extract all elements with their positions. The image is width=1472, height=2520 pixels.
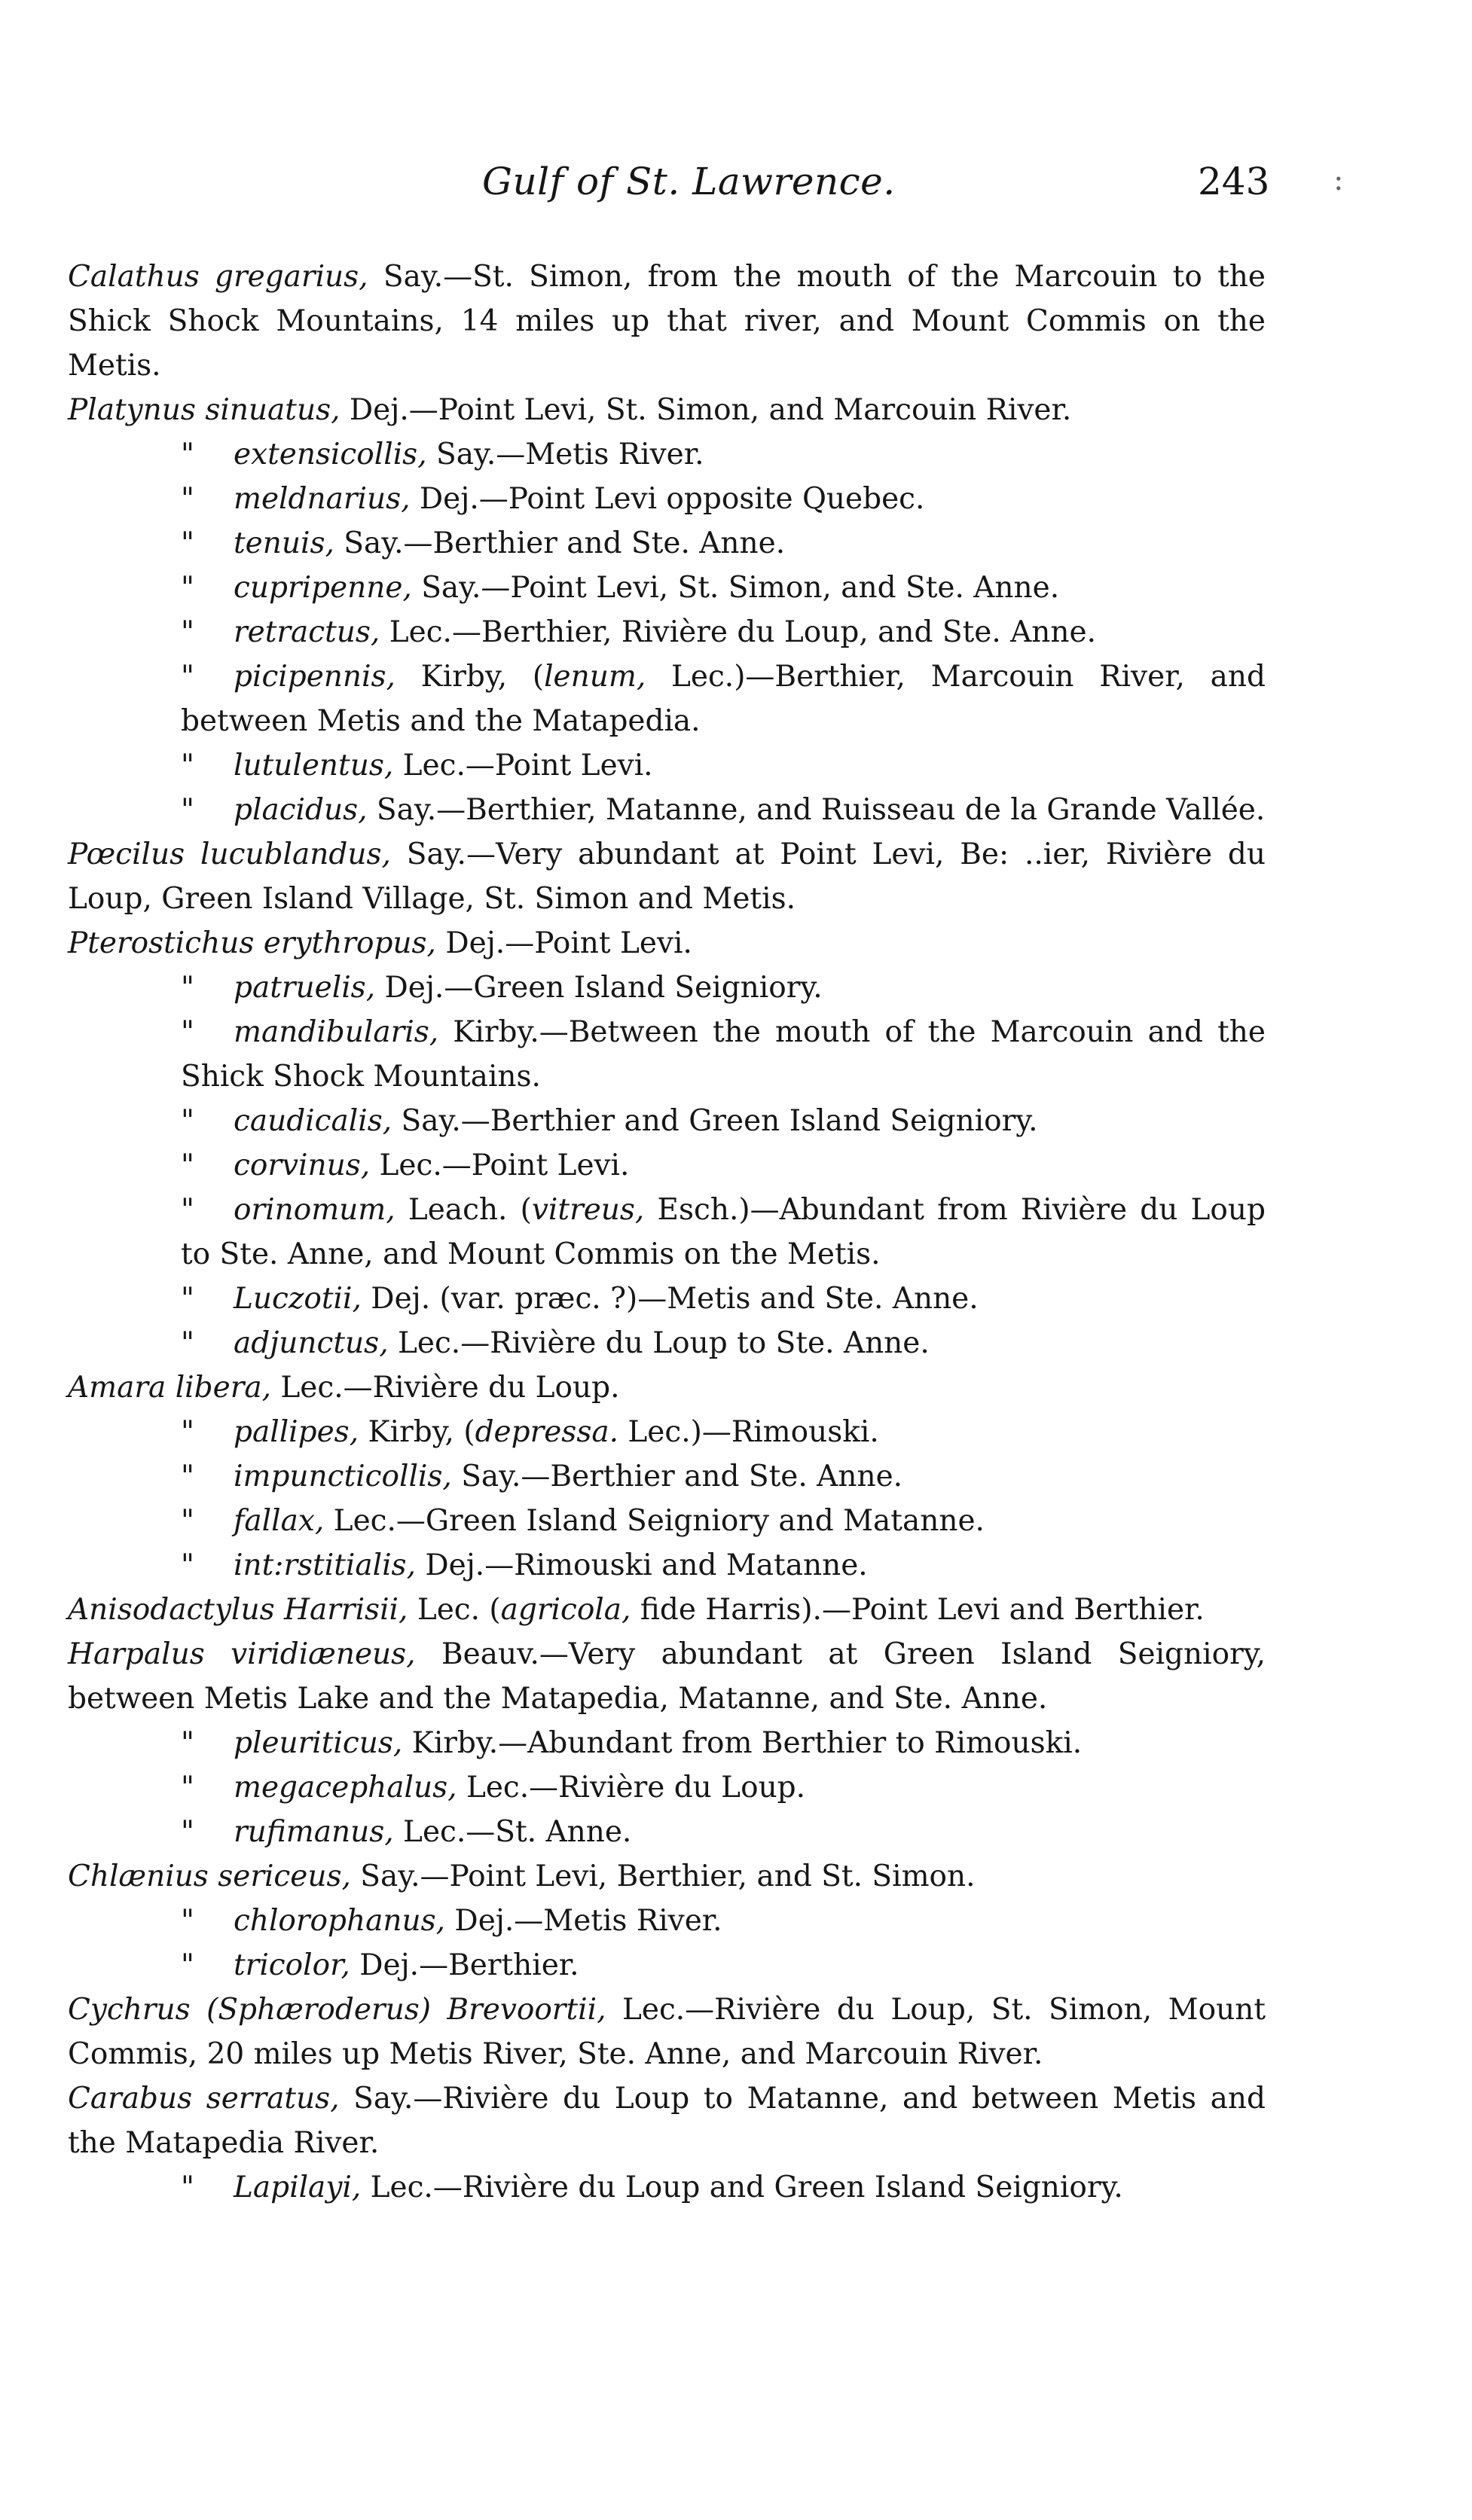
species-name: serratus, xyxy=(206,2082,340,2116)
species-name: sinuatus, xyxy=(205,393,341,427)
entry-text: Say.—Berthier, Matanne, and Ruisseau de la Grande Vallée. xyxy=(367,793,1266,827)
species-name: pleuriticus, xyxy=(234,1726,403,1760)
species-entry xyxy=(0,1454,1266,1499)
entry-text: Say.—Berthier and Ste. Anne. xyxy=(334,526,786,560)
entry-text: Lec.—Rivière du Loup and Green Island Seigniory. xyxy=(361,2171,1123,2204)
ditto-mark: " xyxy=(181,2171,194,2204)
species-entry xyxy=(0,1143,1266,1188)
entry-text: Lec.—Rivière du Loup, St. Simon, Mount Commis, 20 miles up Metis River, Ste. Anne, and Marcouin River. xyxy=(68,1993,1266,2071)
species-entry xyxy=(0,1188,1266,1277)
species-name: gregarius, xyxy=(215,260,368,294)
species-name: lucublandus, xyxy=(200,837,391,871)
page-number: 243 xyxy=(1198,160,1270,203)
species-name: orinomum, xyxy=(234,1193,395,1227)
species-entry xyxy=(0,1099,1266,1143)
entry-text: Lec.—Point Levi. xyxy=(393,749,653,783)
species-name: chlorophanus, xyxy=(234,1904,446,1938)
entry-text: Say.—Berthier and Green Island Seigniory. xyxy=(392,1104,1038,1138)
species-entry xyxy=(0,1810,1266,1854)
species-entry xyxy=(0,1277,1266,1321)
genus-entry xyxy=(0,832,1266,921)
species-entry xyxy=(0,1721,1266,1765)
genus-name: Pœcilus xyxy=(68,837,185,871)
entry-text-continued: fide Harris).—Point Levi and Berthier. xyxy=(631,1593,1205,1627)
entry-text: Lec.—Green Island Seigniory and Matanne. xyxy=(324,1504,985,1538)
species-name: Luczotii, xyxy=(234,1282,362,1316)
entry-text: Lec.—Berthier, Rivière du Loup, and Ste. Anne. xyxy=(380,615,1096,649)
species-entry xyxy=(0,1899,1266,1943)
ditto-mark: " xyxy=(181,1726,194,1760)
ditto-mark: " xyxy=(181,749,194,783)
ditto-mark: " xyxy=(181,971,194,1005)
species-name: tricolor, xyxy=(234,1948,350,1982)
species-entry xyxy=(0,521,1266,566)
species-name: retractus, xyxy=(234,615,380,649)
species-name: placidus, xyxy=(234,793,368,827)
entry-text: Say.—Rivière du Loup to Matanne, and between Metis and the Matapedia River. xyxy=(68,2082,1266,2160)
species-name: lutulentus, xyxy=(234,749,394,783)
species-entry xyxy=(0,788,1266,832)
entry-text: Kirby, ( xyxy=(395,660,545,694)
entry-text: Dej. (var. præc. ?)—Metis and Ste. Anne. xyxy=(361,1282,979,1316)
species-name: extensicollis, xyxy=(234,438,427,471)
genus-name: Cychrus xyxy=(68,1993,191,2027)
genus-name: Amara xyxy=(68,1371,166,1405)
species-entry xyxy=(0,1543,1266,1588)
ditto-mark: " xyxy=(181,1104,194,1138)
species-name: mandibularis, xyxy=(234,1015,439,1049)
species-entry xyxy=(0,477,1266,521)
species-name: viridiæneus, xyxy=(231,1637,416,1671)
genus-name: Harpalus xyxy=(68,1637,205,1671)
entry-text: Kirby, ( xyxy=(359,1415,475,1449)
synonym: depressa. xyxy=(475,1415,618,1449)
genus-entry xyxy=(0,1988,1266,2076)
ditto-mark: " xyxy=(181,1948,194,1982)
genus-entry xyxy=(0,255,1266,388)
species-entry xyxy=(0,743,1266,788)
entry-text-continued: Lec.)—Berthier, Marcouin River, and between Metis and the Matapedia. xyxy=(181,660,1266,738)
species-entry xyxy=(0,1321,1266,1365)
entry-text: Lec. ( xyxy=(408,1593,501,1627)
entry-text: Dej.—Rimouski and Matanne. xyxy=(415,1548,868,1582)
species-entry xyxy=(0,654,1266,743)
ditto-mark: " xyxy=(181,1193,194,1227)
species-name: erythropus, xyxy=(263,926,436,960)
genus-name: Carabus xyxy=(68,2082,193,2116)
species-name: libera, xyxy=(175,1371,271,1405)
ditto-mark: " xyxy=(181,438,194,471)
ditto-mark: " xyxy=(181,571,194,605)
ditto-mark: " xyxy=(181,482,194,516)
ditto-mark: " xyxy=(181,615,194,649)
entry-text: Dej.—Metis River. xyxy=(445,1904,722,1938)
genus-entry xyxy=(0,2076,1266,2165)
ditto-mark: " xyxy=(181,793,194,827)
ditto-mark: " xyxy=(181,1815,194,1849)
entry-text: Say.—Very abundant at Point Levi, Be: ..ier, Rivière du Loup, Green Island Village, St. Simon and Metis. xyxy=(68,837,1266,916)
species-name: rufimanus, xyxy=(234,1815,394,1849)
genus-entry xyxy=(0,1854,1266,1899)
species-entry xyxy=(0,1010,1266,1099)
species-entry xyxy=(0,1410,1266,1454)
entry-text: Lec.—Rivière du Loup to Ste. Anne. xyxy=(388,1326,930,1360)
species-entry xyxy=(0,1765,1266,1810)
species-name: pallipes, xyxy=(234,1415,359,1449)
entry-text: Lec.—Point Levi. xyxy=(370,1149,630,1182)
ditto-mark: " xyxy=(181,1149,194,1182)
entry-text: Leach. ( xyxy=(395,1193,532,1227)
species-name: sericeus, xyxy=(218,1859,351,1893)
species-name: tenuis, xyxy=(234,526,334,560)
entry-text-continued: Esch.)—Abundant from Rivière du Loup to Ste. Anne, and Mount Commis on the Metis. xyxy=(181,1193,1266,1271)
running-title: Gulf of St. Lawrence. xyxy=(482,160,896,203)
genus-name: Pterostichus xyxy=(68,926,255,960)
edge-mark: : xyxy=(1333,163,1344,197)
synonym: lenum, xyxy=(544,660,646,694)
species-entry xyxy=(0,610,1266,654)
species-name: caudicalis, xyxy=(234,1104,392,1138)
genus-name: Platynus xyxy=(68,393,196,427)
ditto-mark: " xyxy=(181,1015,194,1049)
synonym: vitreus, xyxy=(531,1193,645,1227)
species-name: fallax, xyxy=(234,1504,325,1538)
genus-name: Chlænius xyxy=(68,1859,209,1893)
entry-text: Dej.—Berthier. xyxy=(350,1948,579,1982)
entry-text: Lec.—St. Anne. xyxy=(393,1815,632,1849)
entry-text: Say.—Point Levi, St. Simon, and Ste. Anne. xyxy=(411,571,1060,605)
species-name: Harrisii, xyxy=(284,1593,408,1627)
species-name: Lapilayi, xyxy=(234,2171,362,2204)
entry-text: Dej.—Green Island Seigniory. xyxy=(375,971,823,1005)
genus-name: Anisodactylus xyxy=(68,1593,275,1627)
species-name: adjunctus, xyxy=(234,1326,389,1360)
ditto-mark: " xyxy=(181,1771,194,1805)
ditto-mark: " xyxy=(181,660,194,694)
species-name: int:rstitialis, xyxy=(234,1548,416,1582)
ditto-mark: " xyxy=(181,1504,194,1538)
species-name: patruelis, xyxy=(234,971,376,1005)
genus-entry xyxy=(0,388,1266,432)
ditto-mark: " xyxy=(181,1282,194,1316)
species-entry xyxy=(0,2165,1266,2210)
entry-text: Kirby.—Between the mouth of the Marcouin and the Shick Shock Mountains. xyxy=(181,1015,1266,1094)
entry-text: Say.—Berthier and Ste. Anne. xyxy=(451,1460,903,1493)
entry-text: Say.—Point Levi, Berthier, and St. Simon. xyxy=(350,1859,976,1893)
entry-text: Say.—St. Simon, from the mouth of the Marcouin to the Shick Shock Mountains, 14 miles up that river, and Mount Commis on the Metis. xyxy=(68,260,1266,383)
genus-entry xyxy=(0,1365,1266,1410)
entry-text: Lec.—Rivière du Loup. xyxy=(457,1771,806,1805)
species-name: meldnarius, xyxy=(234,482,411,516)
species-entry xyxy=(0,566,1266,610)
entry-text: Dej.—Point Levi. xyxy=(435,926,692,960)
species-name: megacephalus, xyxy=(234,1771,457,1805)
entry-text: Say.—Metis River. xyxy=(426,438,704,471)
genus-name: Calathus xyxy=(68,260,200,294)
entry-text-continued: Lec.)—Rimouski. xyxy=(618,1415,879,1449)
entry-text: Dej.—Point Levi, St. Simon, and Marcouin River. xyxy=(340,393,1072,427)
ditto-mark: " xyxy=(181,1415,194,1449)
entry-text: Dej.—Point Levi opposite Quebec. xyxy=(410,482,925,516)
species-name: (Sphæroderus) Brevoortii, xyxy=(206,1993,606,2027)
species-name: picipennis, xyxy=(234,660,395,694)
entry-text: Kirby.—Abundant from Berthier to Rimouski. xyxy=(402,1726,1083,1760)
species-name: cupripenne, xyxy=(234,571,412,605)
ditto-mark: " xyxy=(181,526,194,560)
species-name: corvinus, xyxy=(234,1149,371,1182)
species-entry xyxy=(0,966,1266,1010)
species-entry xyxy=(0,1943,1266,1988)
species-name: impuncticollis, xyxy=(234,1460,452,1493)
ditto-mark: " xyxy=(181,1326,194,1360)
ditto-mark: " xyxy=(181,1460,194,1493)
ditto-mark: " xyxy=(181,1548,194,1582)
synonym: agricola, xyxy=(500,1593,631,1627)
entry-text: Beauv.—Very abundant at Green Island Seigniory, between Metis Lake and the Matapedia, Matanne, and Ste. Anne. xyxy=(68,1637,1266,1716)
entry-text: Lec.—Rivière du Loup. xyxy=(271,1371,620,1405)
species-entry xyxy=(0,1499,1266,1543)
ditto-mark: " xyxy=(181,1904,194,1938)
genus-entry xyxy=(0,1632,1266,1721)
species-entry xyxy=(0,432,1266,477)
species-list xyxy=(0,255,1472,2210)
genus-entry xyxy=(0,1588,1266,1632)
genus-entry xyxy=(0,921,1266,966)
